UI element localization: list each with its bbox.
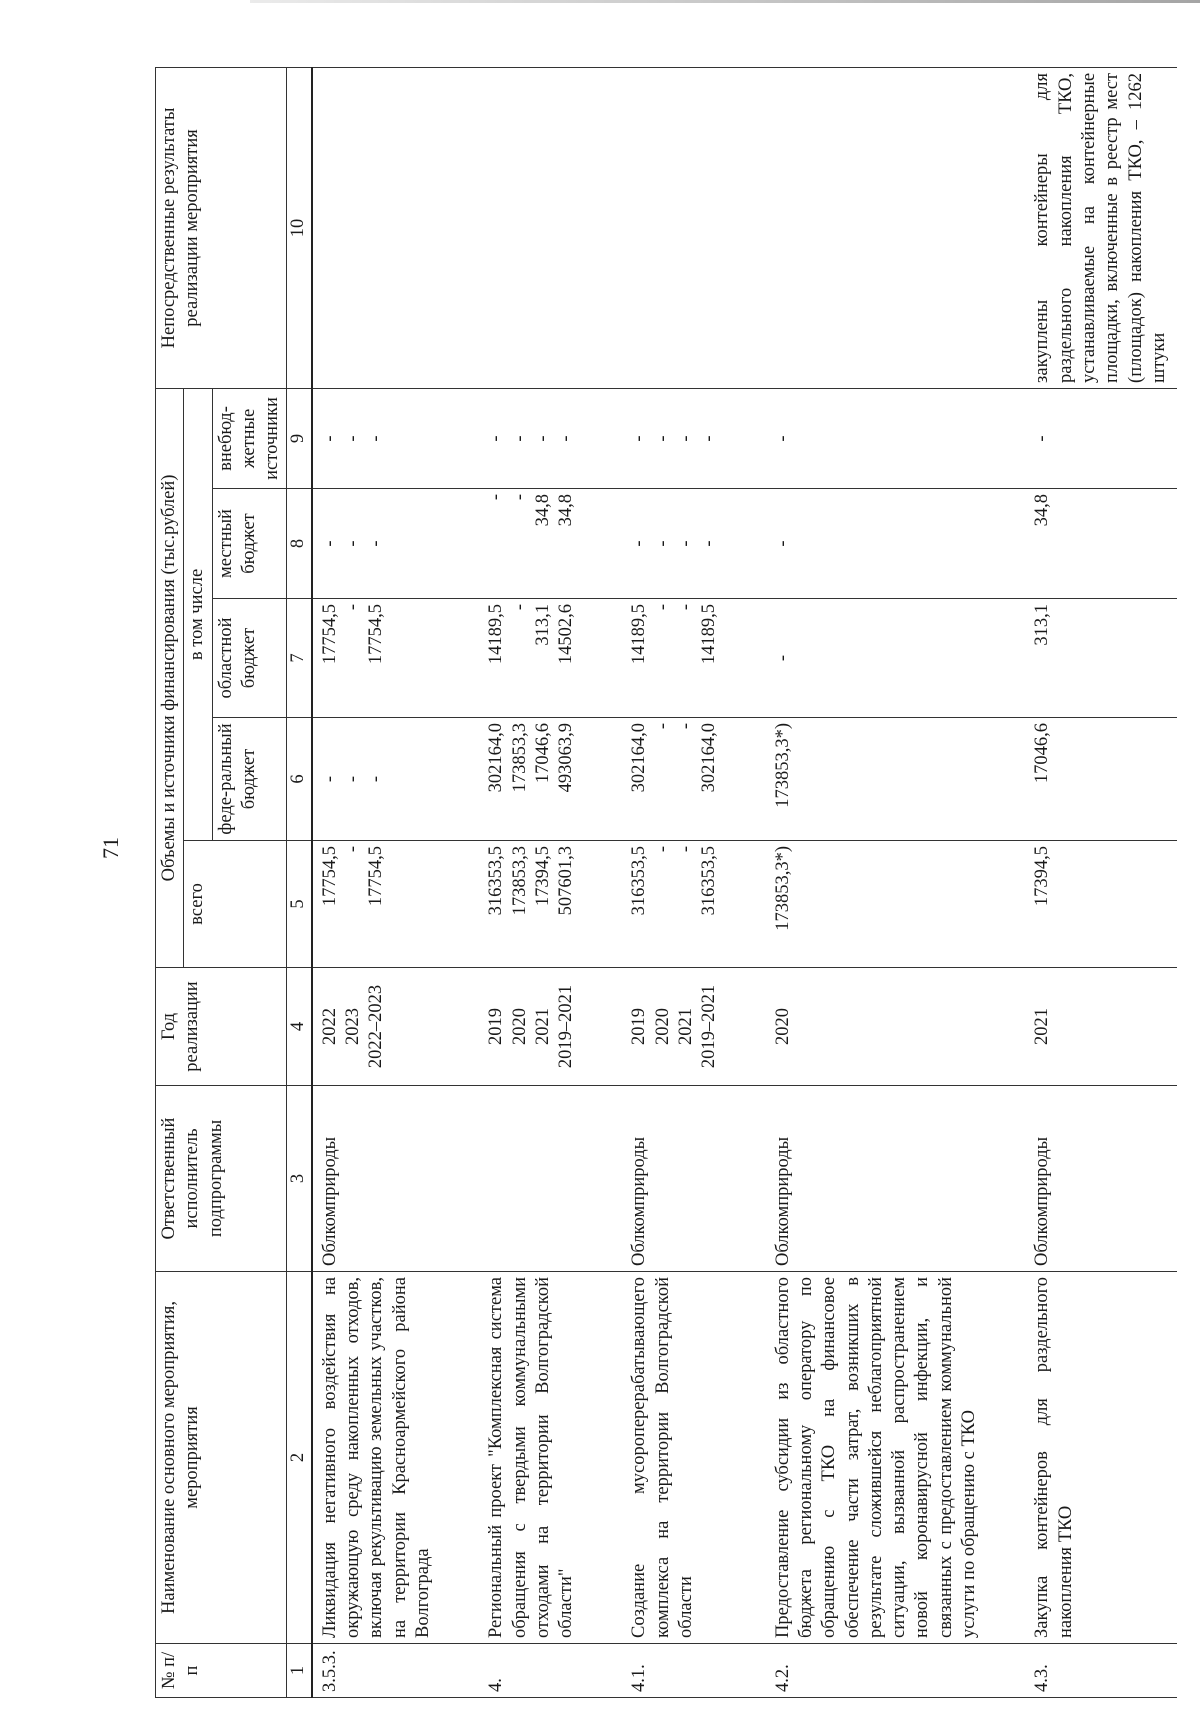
year-value: 2021 xyxy=(532,1008,553,1045)
total-value: 17754,5 xyxy=(319,846,340,907)
federal-value: 302164,0 xyxy=(486,723,507,793)
extrabudget-value: - xyxy=(366,435,387,442)
federal-value: - xyxy=(319,775,340,783)
row-total xyxy=(1025,841,1177,968)
row-local xyxy=(312,489,479,599)
regional-value: 313,1 xyxy=(532,604,553,646)
row-years xyxy=(479,968,622,1086)
row-name: Создание мусороперерабатывающего комплекса на территории Волгоградской области xyxy=(622,1272,765,1644)
row-result xyxy=(312,67,479,388)
extrabudget-value: - xyxy=(343,435,364,442)
row-executor: Облкомприроды xyxy=(1025,1086,1177,1272)
row-name: Региональный проект "Комплексная система обращения с твердыми коммунальными отходами на территории Волгоградской области" xyxy=(479,1272,622,1644)
local-value: - xyxy=(629,540,650,547)
local-value: - xyxy=(319,540,340,547)
local-value: 34,8 xyxy=(556,494,577,527)
total-value: 507601,3 xyxy=(556,846,577,916)
row-total xyxy=(766,841,1026,968)
row-num: 4. xyxy=(479,1644,622,1698)
year-value: 2022 xyxy=(319,1008,340,1045)
row-years xyxy=(312,968,479,1086)
row-local xyxy=(1025,489,1177,599)
extrabudget-value: - xyxy=(699,435,720,442)
table-row xyxy=(479,67,622,1697)
row-executor xyxy=(479,1086,622,1272)
row-total xyxy=(312,841,479,968)
row-extrabudget xyxy=(1025,388,1177,488)
row-result: закуплены контейнеры для раздельного накопления ТКО, устанавливаемые на контейнерные площадки, включенные в реестр мест (площадок) накопления ТКО, – 1262 штуки xyxy=(1025,67,1177,388)
column-number: 10 xyxy=(287,67,312,388)
total-value: - xyxy=(652,846,673,853)
year-value: 2021 xyxy=(676,1008,697,1045)
row-federal xyxy=(479,718,622,841)
extrabudget-value: - xyxy=(1032,435,1053,442)
total-value: 17394,5 xyxy=(1032,846,1053,907)
column-number: 1 xyxy=(287,1644,312,1698)
table-row xyxy=(766,67,1026,1697)
local-value: - xyxy=(486,494,507,501)
scan-edge-line xyxy=(250,0,1200,3)
regional-value: 14189,5 xyxy=(629,604,650,665)
row-local xyxy=(622,489,765,599)
column-number: 5 xyxy=(287,841,312,968)
extrabudget-value: - xyxy=(772,435,793,442)
federal-value: - xyxy=(366,775,387,783)
column-number-row xyxy=(287,67,312,1697)
extrabudget-value: - xyxy=(629,435,650,442)
regional-value: 14189,5 xyxy=(486,604,507,665)
row-executor: Облкомприроды xyxy=(622,1086,765,1272)
page-number: 71 xyxy=(98,837,123,859)
row-regional xyxy=(312,599,479,718)
extrabudget-value: - xyxy=(486,435,507,442)
year-value: 2020 xyxy=(509,1008,530,1045)
total-value: 173853,3 xyxy=(509,846,530,916)
total-value: 173853,3*) xyxy=(772,846,793,931)
row-regional xyxy=(479,599,622,718)
row-name: Ликвидация негативного воздействия на окружающую среду накопленных отходов, включая рекультивацию земельных участков, на территории Красноармейского района Волгограда xyxy=(312,1272,479,1644)
federal-value: - xyxy=(652,723,673,730)
table-row xyxy=(622,67,765,1697)
row-name: Предоставление субсидии из областного бюджета региональному оператору по обращению с ТКО на финансовое обеспечение части затрат, возникших в результате сложившейся неблагоприятной ситуации, вызванной распространением новой коронавирусной инфекции, и связанных с предоставлением коммунальной услуги по обращению с ТКО xyxy=(766,1272,1026,1644)
total-value: 17754,5 xyxy=(366,846,387,907)
local-value: - xyxy=(343,540,364,547)
total-value: 316353,5 xyxy=(699,846,720,916)
extrabudget-value: - xyxy=(319,435,340,442)
federal-value: 17046,6 xyxy=(532,723,553,784)
row-extrabudget xyxy=(312,388,479,488)
row-regional xyxy=(622,599,765,718)
regional-value: 14502,6 xyxy=(556,604,577,665)
row-result xyxy=(479,67,622,388)
row-num: 4.2. xyxy=(766,1644,1026,1698)
row-federal xyxy=(622,718,765,841)
local-value: - xyxy=(509,494,530,501)
row-num: 4.1. xyxy=(622,1644,765,1698)
year-value: 2019 xyxy=(486,1008,507,1045)
total-value: 316353,5 xyxy=(629,846,650,916)
table-body xyxy=(312,67,1177,1697)
header-name: Наименование основного мероприятия, мероприятия xyxy=(156,1272,287,1644)
year-value: 2020 xyxy=(772,1008,793,1045)
row-regional xyxy=(1025,599,1177,718)
row-total xyxy=(479,841,622,968)
header-regional: областной бюджет xyxy=(212,599,287,718)
local-value: - xyxy=(652,540,673,547)
row-local xyxy=(479,489,622,599)
row-num: 4.3. xyxy=(1025,1644,1177,1698)
year-value: 2019–2021 xyxy=(699,984,720,1069)
row-federal xyxy=(1025,718,1177,841)
column-number: 6 xyxy=(287,718,312,841)
header-including: в том числе xyxy=(184,388,212,840)
federal-value: 302164,0 xyxy=(699,723,720,793)
row-name: Закупка контейнеров для раздельного накопления ТКО xyxy=(1025,1272,1177,1644)
row-federal xyxy=(312,718,479,841)
row-result xyxy=(622,67,765,388)
column-number: 2 xyxy=(287,1272,312,1644)
federal-value: 173853,3 xyxy=(509,723,530,793)
row-years xyxy=(1025,968,1177,1086)
regional-value: 17754,5 xyxy=(319,604,340,665)
total-value: 316353,5 xyxy=(486,846,507,916)
header-extrabudget: внебюд-жетные источники xyxy=(212,388,287,488)
table-row xyxy=(1025,67,1177,1697)
local-value: - xyxy=(366,540,387,547)
local-value: - xyxy=(676,540,697,547)
column-number: 8 xyxy=(287,489,312,599)
column-number: 3 xyxy=(287,1086,312,1272)
federal-value: - xyxy=(343,775,364,783)
extrabudget-value: - xyxy=(532,435,553,442)
extrabudget-value: - xyxy=(652,435,673,442)
year-value: 2023 xyxy=(343,1008,364,1045)
header-financing: Объемы и источники финансирования (тыс.рублей) xyxy=(156,388,184,967)
regional-value: - xyxy=(343,604,364,611)
header-executor: Ответственный исполнитель подпрограммы xyxy=(156,1086,287,1272)
rotated-page-content xyxy=(155,68,1169,1698)
column-number: 7 xyxy=(287,599,312,718)
local-value: 34,8 xyxy=(1032,494,1053,527)
total-value: - xyxy=(343,846,364,853)
regional-value: - xyxy=(509,604,530,611)
year-value: 2021 xyxy=(1032,1008,1053,1045)
row-executor: Облкомприроды xyxy=(312,1086,479,1272)
row-years xyxy=(766,968,1026,1086)
regional-value: - xyxy=(652,604,673,611)
total-value: 17394,5 xyxy=(532,846,553,907)
federal-value: 302164,0 xyxy=(629,723,650,793)
year-value: 2022–2023 xyxy=(366,984,387,1069)
total-value: - xyxy=(676,846,697,853)
federal-value: 493063,9 xyxy=(556,723,577,793)
federal-value: 17046,6 xyxy=(1032,723,1053,784)
regional-value: 14189,5 xyxy=(699,604,720,665)
year-value: 2019 xyxy=(629,1008,650,1045)
row-regional xyxy=(766,599,1026,718)
row-years xyxy=(622,968,765,1086)
year-value: 2019–2021 xyxy=(556,984,577,1069)
row-federal xyxy=(766,718,1026,841)
header-total: всего xyxy=(184,841,287,968)
row-extrabudget xyxy=(622,388,765,488)
row-total xyxy=(622,841,765,968)
extrabudget-value: - xyxy=(556,435,577,442)
header-local: местный бюджет xyxy=(212,489,287,599)
header-num: № п/п xyxy=(156,1644,287,1698)
row-num: 3.5.3. xyxy=(312,1644,479,1698)
extrabudget-value: - xyxy=(509,435,530,442)
table-row xyxy=(312,67,479,1697)
header-year: Год реализации xyxy=(156,968,287,1086)
row-executor: Облкомприроды xyxy=(766,1086,1026,1272)
header-federal: феде-ральный бюджет xyxy=(212,718,287,841)
extrabudget-value: - xyxy=(676,435,697,442)
regional-value: - xyxy=(676,604,697,611)
federal-value: 173853,3*) xyxy=(772,723,793,808)
local-value: - xyxy=(772,540,793,547)
header-result: Непосредственные результаты реализации мероприятия xyxy=(156,67,287,388)
regional-value: - xyxy=(772,654,793,662)
row-local xyxy=(766,489,1026,599)
federal-value: - xyxy=(676,723,697,730)
row-extrabudget xyxy=(479,388,622,488)
table-header xyxy=(156,67,312,1697)
local-value: 34,8 xyxy=(532,494,553,527)
regional-value: 313,1 xyxy=(1032,604,1053,646)
regional-value: 17754,5 xyxy=(366,604,387,665)
column-number: 9 xyxy=(287,388,312,488)
year-value: 2020 xyxy=(652,1008,673,1045)
row-result xyxy=(766,67,1026,388)
column-number: 4 xyxy=(287,968,312,1086)
local-value: - xyxy=(699,540,720,547)
row-extrabudget xyxy=(766,388,1026,488)
financing-table xyxy=(155,67,1177,1698)
